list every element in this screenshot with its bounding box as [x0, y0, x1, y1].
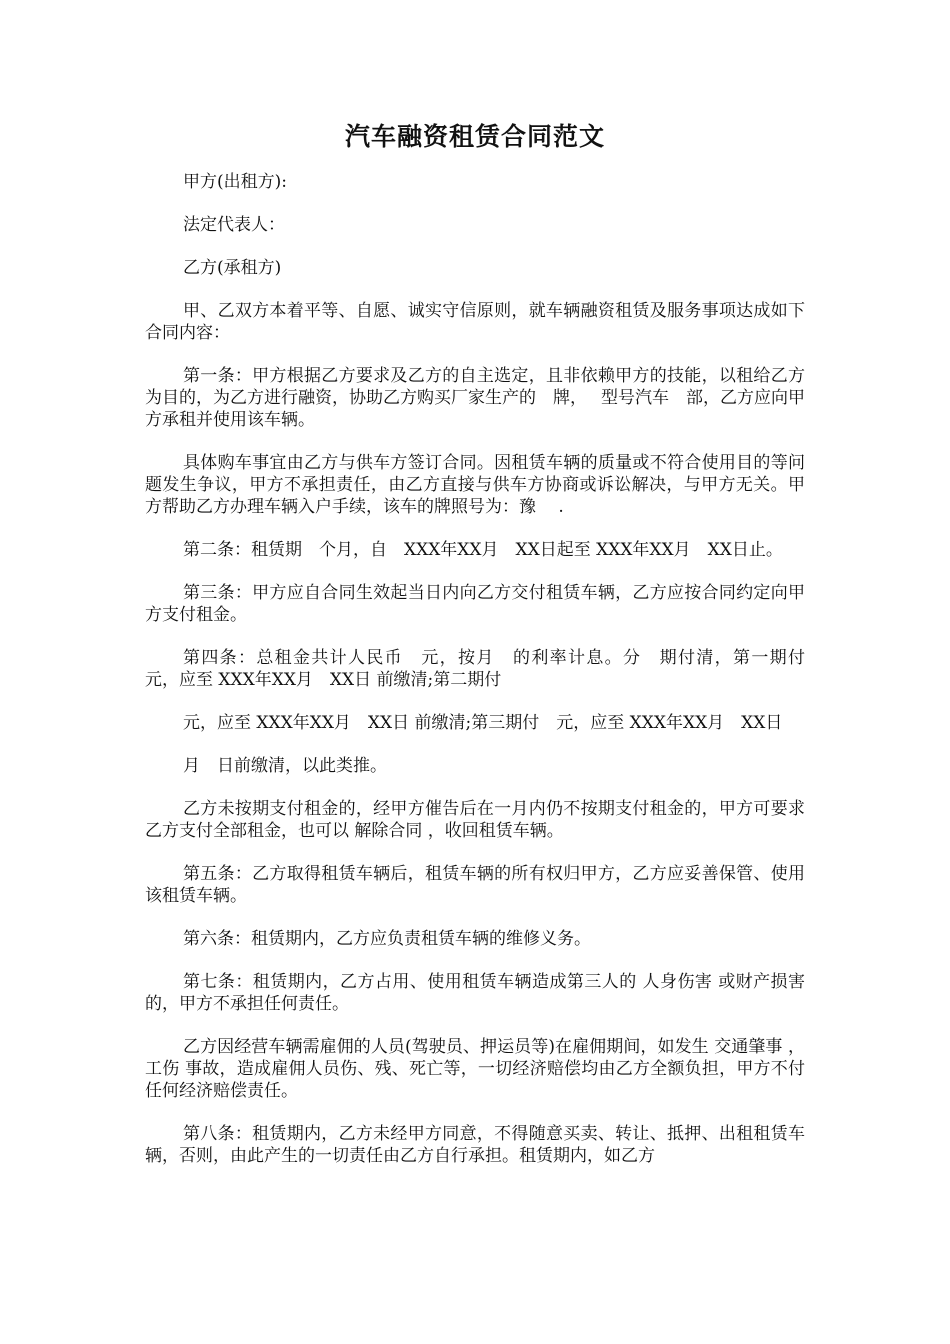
employee-liability-paragraph: 乙方因经营车辆需雇佣的人员(驾驶员、押运员等)在雇佣期间，如发生 交通肇事 ， 工伤 事故，造成雇佣人员伤、残、死亡等，一切经济赔偿均由乙方全额负担，甲方不付任何经济赔偿责任。	[145, 1037, 811, 1101]
late-payment-paragraph: 乙方未按期支付租金的，经甲方催告后在一月内仍不按期支付租金的，甲方可要求乙方支付全部租金，也可以 解除合同 ，收回租赁车辆。	[145, 799, 805, 841]
article-6-paragraph: 第六条：租赁期内，乙方应负责租赁车辆的维修义务。	[183, 929, 591, 949]
document-body	[145, 171, 822, 1188]
article-4-paragraph: 第四条：总租金共计人民币 元，按月 的利率计息。分 期付清，第一期付 元，应至 XXX年XX月 XX日 前缴清;第二期付	[145, 648, 822, 690]
article-5-paragraph: 第五条：乙方取得租赁车辆后，租赁车辆的所有权归甲方，乙方应妥善保管、使用该租赁车辆。	[145, 864, 805, 906]
purchase-details-paragraph: 具体购车事宜由乙方与供车方签订合同。因租赁车辆的质量或不符合使用目的等问题发生争议，甲方不承担责任，由乙方直接与供车方协商或诉讼解决，与甲方无关。甲方帮助乙方办理车辆入户手续，该车的牌照号为：豫 .	[145, 453, 805, 517]
preamble-paragraph: 甲、乙双方本着平等、自愿、诚实守信原则，就车辆融资租赁及服务事项达成如下合同内容：	[145, 301, 805, 343]
article-1-paragraph: 第一条：甲方根据乙方要求及乙方的自主选定，且非依赖甲方的技能，以租给乙方为目的，为乙方进行融资，协助乙方购买厂家生产的 牌， 型号汽车 部，乙方应向甲方承租并使用该车辆。	[145, 366, 805, 430]
party-b-line: 乙方(承租方)	[183, 258, 282, 278]
party-a-line: 甲方(出租方):	[183, 172, 287, 192]
article-4-continued-paragraph: 元，应至 XXX年XX月 XX日 前缴清;第三期付 元，应至 XXX年XX月 XX日	[183, 713, 783, 733]
article-4-end-paragraph: 月 日前缴清，以此类推。	[183, 756, 387, 776]
article-3-paragraph: 第三条：甲方应自合同生效起当日内向乙方交付租赁车辆，乙方应按合同约定向甲方支付租金。	[145, 583, 805, 625]
legal-representative-line: 法定代表人：	[183, 215, 285, 235]
article-8-paragraph: 第八条：租赁期内，乙方未经甲方同意，不得随意买卖、转让、抵押、出租租赁车辆，否则，由此产生的一切责任由乙方自行承担。租赁期内，如乙方	[145, 1124, 805, 1166]
article-7-paragraph: 第七条：租赁期内，乙方占用、使用租赁车辆造成第三人的 人身伤害 或财产损害的，甲方不承担任何责任。	[145, 972, 805, 1014]
article-2-paragraph: 第二条：租赁期 个月，自 XXX年XX月 XX日起至 XXX年XX月 XX日止。	[183, 540, 783, 560]
document-title: 汽车融资租赁合同范文	[344, 122, 605, 151]
